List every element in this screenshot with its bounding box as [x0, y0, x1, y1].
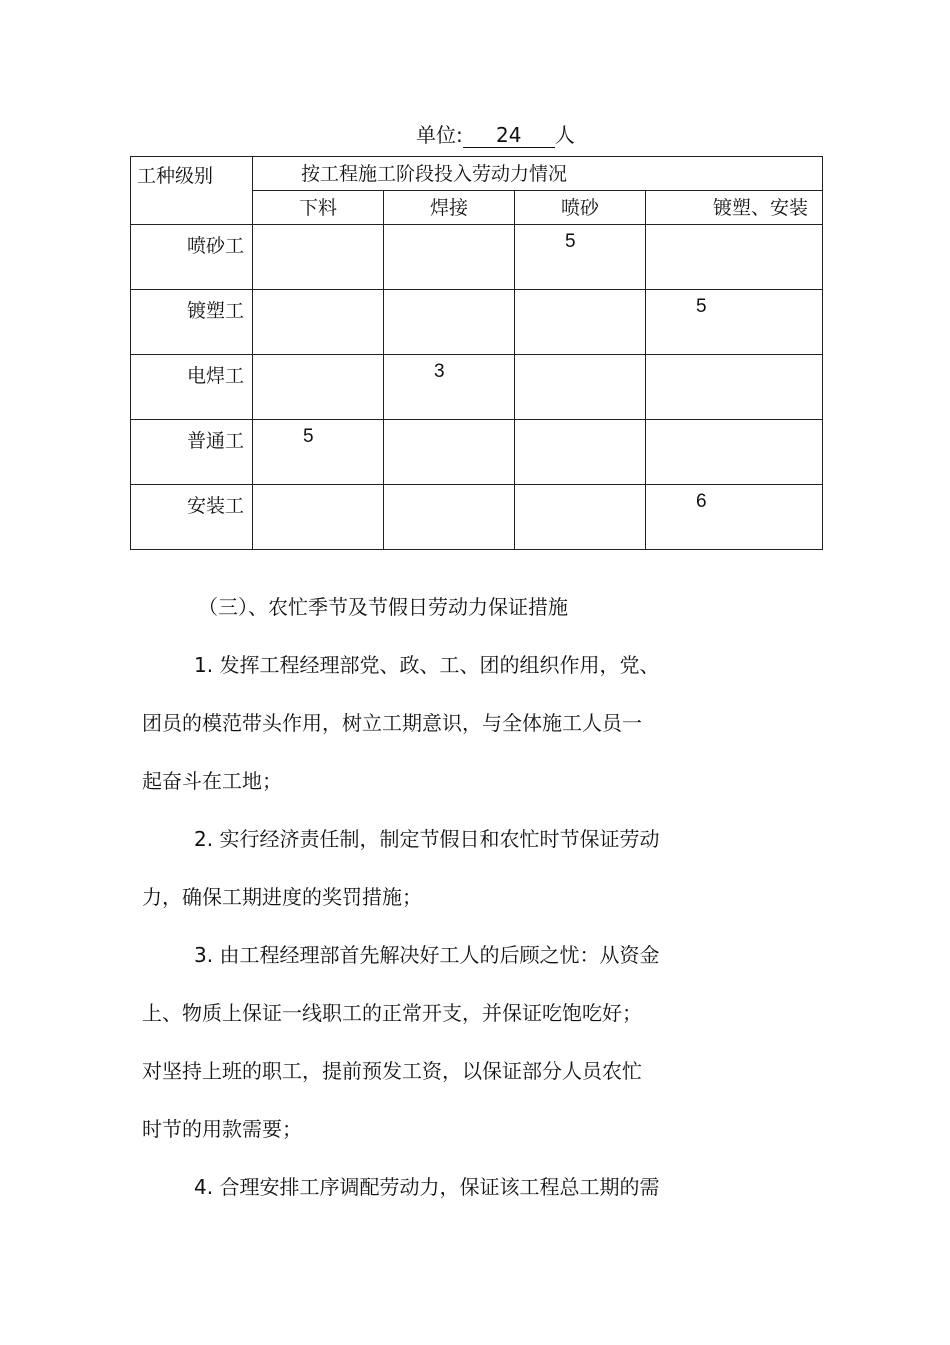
measure-item-3	[142, 926, 722, 1158]
stage-header-welding: 焊接	[384, 191, 515, 225]
table-cell	[515, 290, 646, 355]
table-cell	[253, 290, 384, 355]
measure-item-4	[142, 1158, 722, 1216]
paragraph-line: 对坚持上班的职工，提前预发工资，以保证部分人员农忙	[142, 1059, 642, 1083]
unit-value: 24	[463, 123, 555, 148]
stage-header-coating-installation: 镀塑、安装	[646, 191, 823, 225]
paragraph-line: 2. 实行经济责任制，制定节假日和农忙时节保证劳动	[194, 827, 660, 851]
row-label: 安装工	[131, 485, 253, 550]
paragraph-line: 团员的模范带头作用，树立工期意识，与全体施工人员一	[142, 711, 642, 735]
table-cell	[515, 485, 646, 550]
paragraph-line: 3. 由工程经理部首先解决好工人的后顾之忧：从资金	[194, 943, 660, 967]
table-row	[131, 290, 823, 355]
paragraph-line: 力，确保工期进度的奖罚措施；	[142, 885, 422, 909]
unit-label: 单位:	[416, 123, 463, 147]
table-cell	[384, 290, 515, 355]
table-cell: 5	[253, 420, 384, 485]
table-cell	[384, 225, 515, 290]
table-cell	[253, 225, 384, 290]
unit-line	[416, 122, 575, 148]
table-row	[131, 485, 823, 550]
paragraph-line: 4. 合理安排工序调配劳动力，保证该工程总工期的需	[194, 1175, 660, 1199]
paragraph-line: 上、物质上保证一线职工的正常开支，并保证吃饱吃好；	[142, 1001, 642, 1025]
table-cell	[646, 225, 823, 290]
table-cell	[515, 355, 646, 420]
table-cell	[253, 355, 384, 420]
table-cell: 6	[646, 485, 823, 550]
table-row	[131, 355, 823, 420]
row-label: 普通工	[131, 420, 253, 485]
stage-header-sandblasting: 喷砂	[515, 191, 646, 225]
row-label: 喷砂工	[131, 225, 253, 290]
table-cell	[646, 355, 823, 420]
table-cell	[515, 420, 646, 485]
labor-table	[130, 156, 823, 550]
measure-item-2	[142, 810, 722, 926]
table-header-row	[131, 157, 823, 191]
table-cell: 5	[515, 225, 646, 290]
table-cell	[384, 485, 515, 550]
paragraph-line: 1. 发挥工程经理部党、政、工、团的组织作用，党、	[194, 653, 660, 677]
paragraph-line: 起奋斗在工地；	[142, 769, 282, 793]
stage-header-cutting: 下料	[253, 191, 384, 225]
table-cell	[384, 420, 515, 485]
work-type-header: 工种级别	[131, 157, 253, 225]
stage-group-header: 按工程施工阶段投入劳动力情况	[253, 157, 823, 191]
paragraph-line: 时节的用款需要；	[142, 1117, 302, 1141]
table-cell	[646, 420, 823, 485]
unit-suffix: 人	[554, 123, 575, 147]
table-cell: 3	[384, 355, 515, 420]
row-label: 电焊工	[131, 355, 253, 420]
table-cell	[253, 485, 384, 550]
section-title: （三）、农忙季节及节假日劳动力保证措施	[198, 595, 568, 619]
measure-item-1	[142, 636, 722, 810]
table-cell: 5	[646, 290, 823, 355]
table-row	[131, 420, 823, 485]
table-row	[131, 225, 823, 290]
row-label: 镀塑工	[131, 290, 253, 355]
